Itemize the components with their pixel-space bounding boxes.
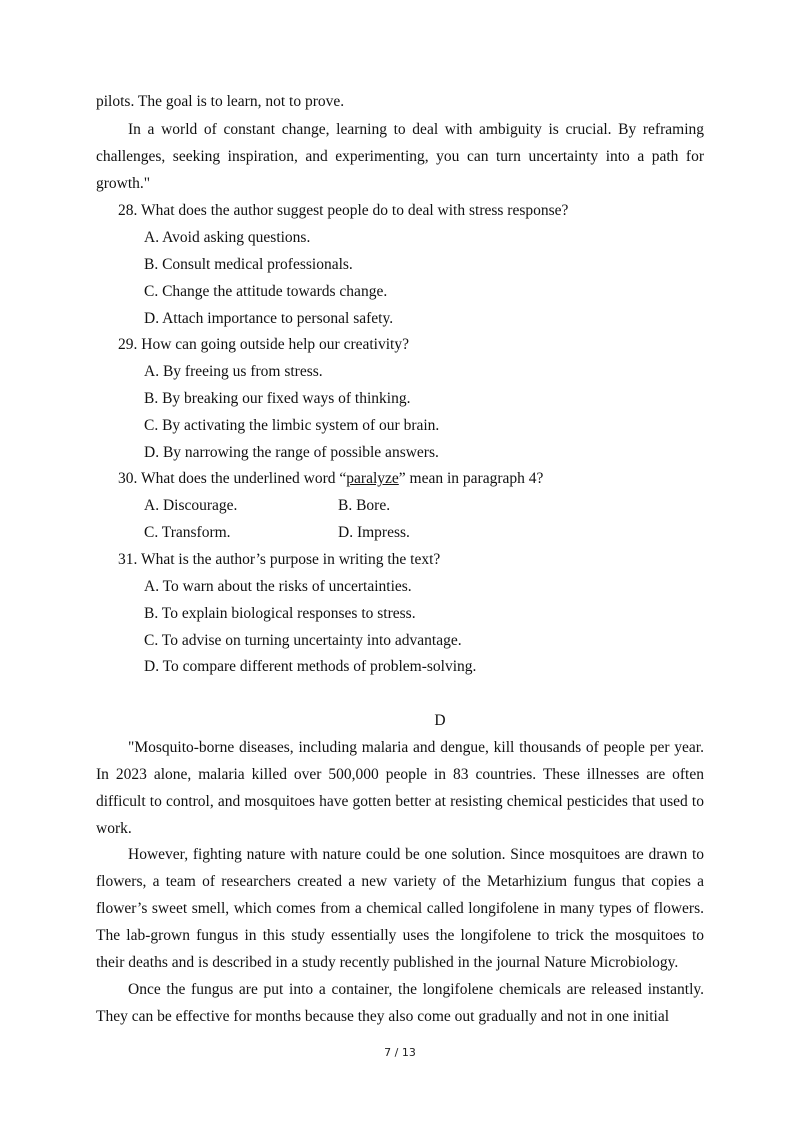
question-31-option-b: B. To explain biological responses to stress. <box>144 605 416 622</box>
question-28-option-b: B. Consult medical professionals. <box>144 256 353 273</box>
underlined-word: paralyze <box>346 470 399 487</box>
question-30-option-a: A. Discourage. <box>144 497 238 514</box>
question-29-option-d: D. By narrowing the range of possible answers. <box>144 444 439 461</box>
question-30-stem <box>118 465 543 492</box>
question-30-stem-start: 30. What does the underlined word “ <box>118 470 347 487</box>
section-heading-d: D <box>434 712 446 729</box>
question-28-option-c: C. Change the attitude towards change. <box>144 283 388 300</box>
question-30-stem-end: ” mean in paragraph 4? <box>398 470 544 487</box>
passage-c-tail: pilots. The goal is to learn, not to prove. <box>96 93 345 110</box>
page-number: 7 / 13 <box>384 1046 416 1059</box>
question-28-option-a: A. Avoid asking questions. <box>144 229 311 246</box>
question-29-option-b: B. By breaking our fixed ways of thinking. <box>144 390 411 407</box>
question-31-option-a: A. To warn about the risks of uncertainties. <box>144 578 412 595</box>
question-30-option-c: C. Transform. <box>144 524 231 541</box>
question-29-option-c: C. By activating the limbic system of our brain. <box>144 417 440 434</box>
passage-c-last-paragraph: In a world of constant change, learning to deal with ambiguity is crucial. By reframing challenges, seeking inspiration, and experimenting, you can turn uncertainty into a path for growth." <box>96 121 704 192</box>
question-30-option-d: D. Impress. <box>338 524 410 541</box>
passage-d-paragraph-3: Once the fungus are put into a container, the longifolene chemicals are released instantly. They can be effective for months because they also come out gradually and not in one initial <box>96 981 704 1025</box>
question-28-stem: 28. What does the author suggest people do to deal with stress response? <box>118 202 569 219</box>
question-31-option-c: C. To advise on turning uncertainty into advantage. <box>144 632 462 649</box>
question-31-stem: 31. What is the author’s purpose in writing the text? <box>118 551 441 568</box>
passage-d-paragraph-1: "Mosquito-borne diseases, including malaria and dengue, kill thousands of people per year. In 2023 alone, malaria killed over 500,000 people in 83 countries. These illnesses are often difficult to control, and mosquitoes have gotten better at resisting chemical pesticides that used to work. <box>96 739 704 837</box>
question-31-option-d: D. To compare different methods of problem-solving. <box>144 658 477 675</box>
passage-d-paragraph-2: However, fighting nature with nature could be one solution. Since mosquitoes are drawn to flowers, a team of researchers created a new variety of the Metarhizium fungus that copies a flower’s sweet smell, which comes from a chemical called longifolene in many types of flowers. The lab-grown fungus in this study essentially uses the longifolene to trick the mosquitoes to their deaths and is described in a study recently published in the journal Nature Microbiology. <box>96 846 704 971</box>
question-29-option-a: A. By freeing us from stress. <box>144 363 323 380</box>
question-29-stem: 29. How can going outside help our creativity? <box>118 336 409 353</box>
question-30-option-b: B. Bore. <box>338 497 391 514</box>
question-28-option-d: D. Attach importance to personal safety. <box>144 310 394 327</box>
